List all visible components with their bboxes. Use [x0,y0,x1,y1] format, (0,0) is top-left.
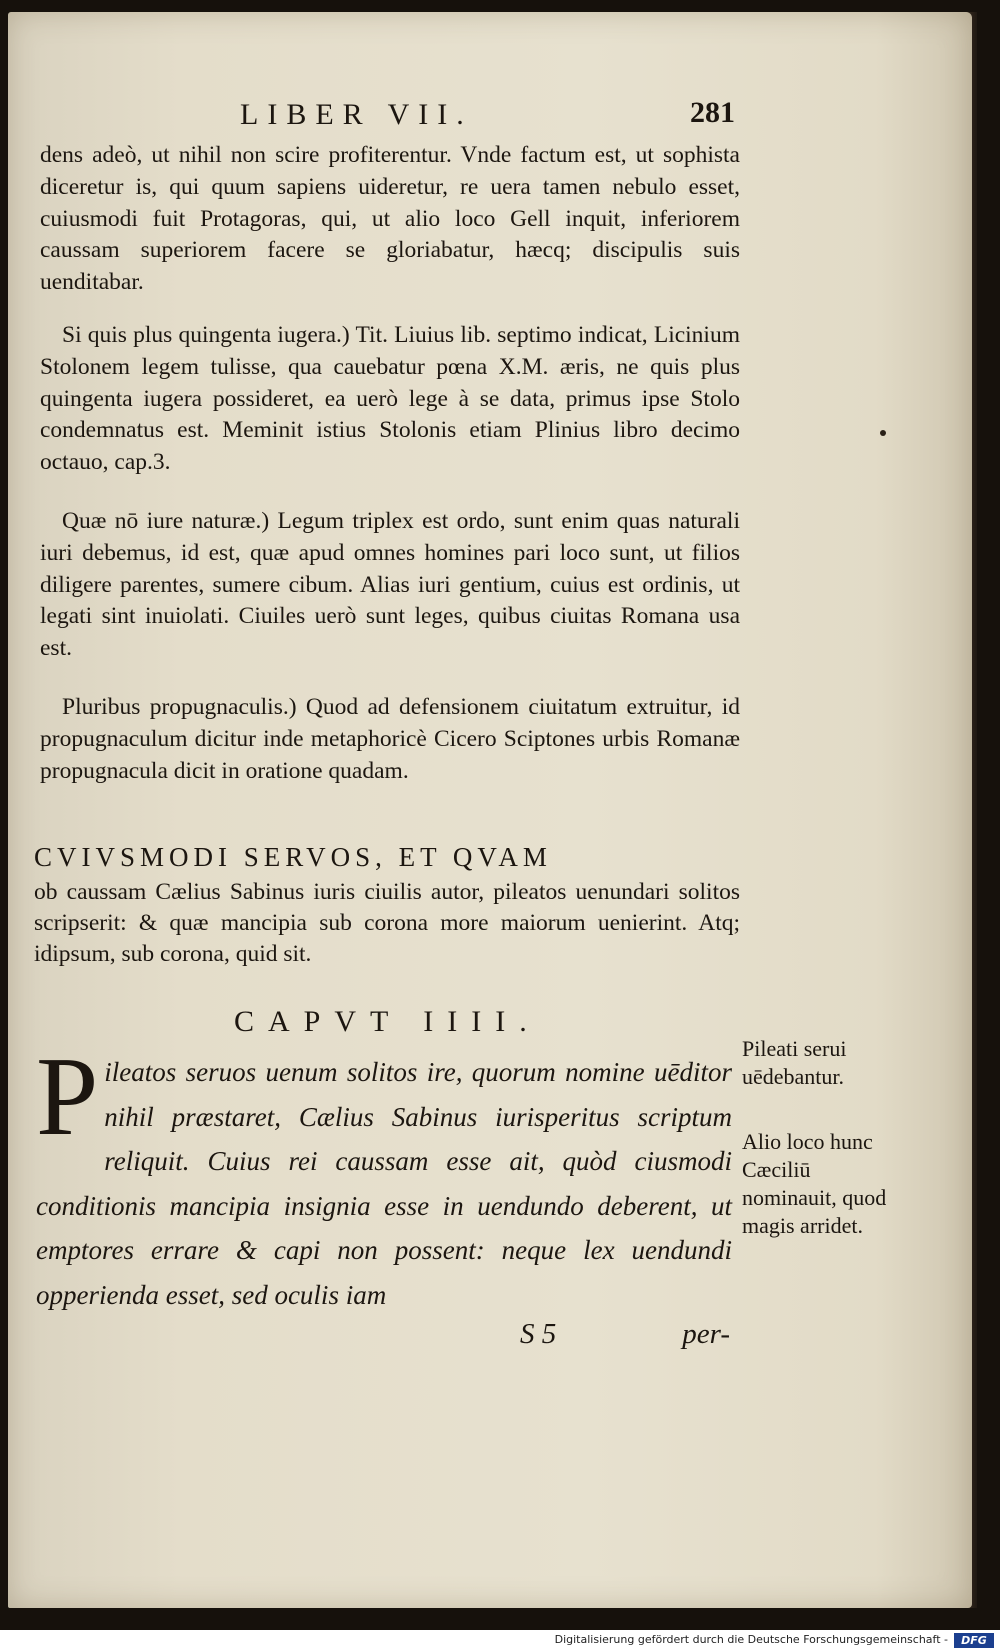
paragraph-3 [40,506,740,665]
chapter-summary-caps: CVIVSMODI SERVOS, ET QVAM [34,842,552,872]
chapter-heading: CAPVT IIII. [234,1005,541,1038]
drop-cap: P [36,1035,99,1159]
running-head: LIBER VII. [240,98,473,131]
catchword-line [520,1318,730,1351]
ink-dot [880,430,886,436]
paragraph-text: Quæ nō iure naturæ.) Legum triplex est ordo, sunt enim quas naturali iuri debemus, id est, quæ apud omnes homines pari loco sunt, ut filios diligere parentes, sumere cibum. Alias iuri gentium, cuius est ordinis, ut legati sint inuiolati. Ciuiles uerò sunt leges, quibus ciuitas Romana usa est. [40,508,740,662]
footer-credit: Digitalisierung gefördert durch die Deutsche Forschungsgemeinschaft - [554,1633,948,1646]
paragraph-text: Si quis plus quingenta iugera.) Tit. Liuius lib. septimo indicat, Licinium Stolonem legem tulisse, qua cauebatur pœna X.M. æris, ne quis plus quingenta iugera possideret, ea uerò lege à se data, primus ipse Stolo condemnatus est. Meminit istius Stolonis etiam Plinius libro decimo octauo, cap.3. [40,322,740,476]
catchword: per- [682,1318,730,1350]
page-number: 281 [690,96,735,129]
paragraph-text: dens adeò, ut nihil non scire profiterentur. Vnde factum est, ut sophista diceretur is, qui quum sapiens uideretur, re uera tamen nebulo esset, cuiusmodi fuit Protagoras, qui, ut alio loco Gell inquit, inferiorem caussam superiorem facere se gloriabatur, hæcq; discipulis suis uenditabar. [40,142,740,296]
chapter-summary-text: ob caussam Cælius Sabinus iuris ciuilis autor, pileatos uenundari solitos scripserit: & quæ mancipia sub corona more maiorum uenierint. Atq; idipsum, sub corona, quid sit. [34,879,740,967]
dfg-logo-icon: DFG [954,1633,994,1648]
chapter-body-text: ileatos seruos uenum solitos ire, quorum nomine uēditor nihil præstaret, Cælius Sabinus iurisperitus scriptum reliquit. Cuius rei caussam esse ait, quòd ciusmodi conditionis mancipia insignia esse in uendundo deberent, ut emptores errare & capi non possent: neque lex uendundi opperienda esset, sed oculis iam [36,1057,732,1310]
paragraph-2 [40,320,740,479]
paragraph-4 [40,692,740,787]
chapter-body [36,1035,732,1317]
signature-mark: S 5 [520,1318,557,1350]
paragraph-text: Pluribus propugnaculis.) Quod ad defensionem ciuitatum extruitur, id propugnaculum dicitur inde metaphoricè Cicero Sciptones urbis Romanæ propugnacula dicit in oratione quadam. [40,694,740,784]
margin-note-2: Alio loco hunc Cæciliū nominauit, quod magis arridet. [742,1129,887,1238]
margin-note-1: Pileati serui uēdebantur. [742,1036,847,1089]
paragraph-1 [40,140,740,299]
